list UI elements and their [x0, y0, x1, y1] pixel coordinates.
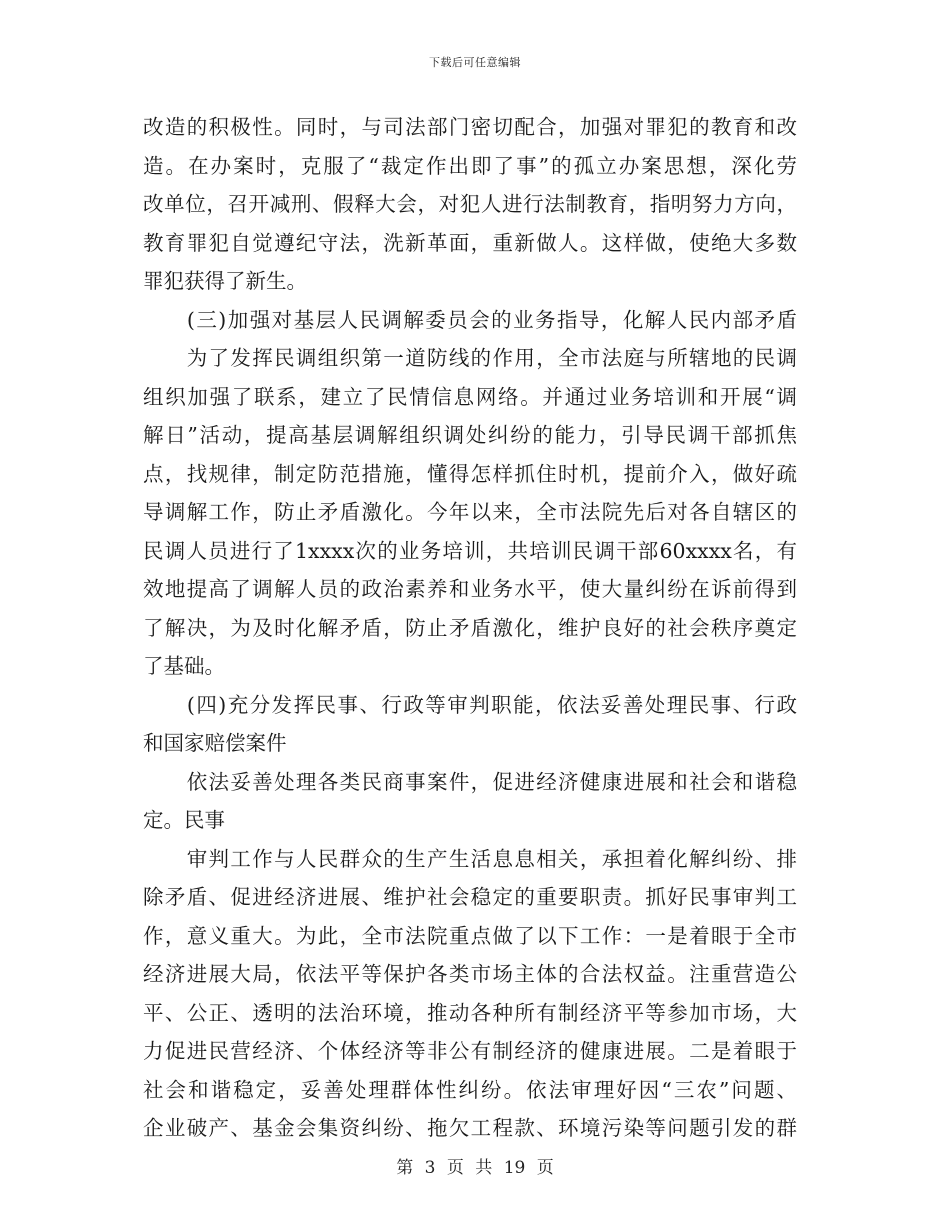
text-line: 组织加强了联系，建立了民情信息网络。并通过业务培训和开展“调 [143, 384, 797, 409]
text-line: 企业破产、基金会集资纠纷、拖欠工程款、环境污染等问题引发的群 [143, 1116, 797, 1140]
text-line: 教育罪犯自觉遵纪守法，洗新革面，重新做人。这样做，使绝大多数 [143, 230, 797, 255]
text-line: 力促进民营经济、个体经济等非公有制经济的健康进展。二是着眼于 [143, 1039, 797, 1063]
text-line: 改造的积极性。同时，与司法部门密切配合，加强对罪犯的教育和改 [143, 115, 797, 139]
text-line: 造。在办案时，克服了“裁定作出即了事”的孤立办案思想，深化劳 [143, 153, 797, 178]
text-line: (三)加强对基层人民调解委员会的业务指导，化解人民内部矛盾 [143, 307, 797, 332]
text-line: 改单位，召开减刑、假释大会，对犯人进行法制教育，指明努力方向， [143, 192, 797, 216]
text-line: (四)充分发挥民事、行政等审判职能，依法妥善处理民事、行政 [143, 692, 797, 717]
text-line: 定。民事 [143, 808, 225, 832]
text-line: 罪犯获得了新生。 [143, 269, 307, 293]
text-line: 平、公正、透明的法治环境，推动各种所有制经济平等参加市场，大 [143, 1000, 797, 1025]
text-line: 导调解工作，防止矛盾激化。今年以来，全市法院先后对各自辖区的 [143, 500, 797, 524]
text-line: 了解决，为及时化解矛盾，防止矛盾激化，维护良好的社会秩序奠定 [143, 615, 797, 640]
text-line: 经济进展大局，依法平等保护各类市场主体的合法权益。注重营造公 [143, 962, 797, 986]
text-line: 解日”活动，提高基层调解组织调处纠纷的能力，引导民调干部抓焦 [143, 423, 797, 447]
page-header: 下载后可任意编辑 [429, 56, 521, 69]
text-line: 社会和谐稳定，妥善处理群体性纠纷。依法审理好因“三农”问题、 [143, 1077, 797, 1102]
text-line: 了基础。 [143, 654, 225, 678]
text-line: 和国家赔偿案件 [143, 731, 287, 755]
text-line: 民调人员进行了1xxxx次的业务培训，共培训民调干部60xxxx名，有 [143, 538, 797, 563]
page-footer: 第 3 页 共 19 页 [396, 1158, 554, 1178]
text-line: 依法妥善处理各类民商事案件，促进经济健康进展和社会和谐稳 [143, 769, 797, 794]
text-line: 为了发挥民调组织第一道防线的作用，全市法庭与所辖地的民调 [143, 346, 797, 370]
text-line: 除矛盾、促进经济进展、维护社会稳定的重要职责。抓好民事审判工 [143, 885, 797, 909]
text-line: 效地提高了调解人员的政治素养和业务水平，使大量纠纷在诉前得到 [143, 577, 797, 601]
text-line: 审判工作与人民群众的生产生活息息相关，承担着化解纠纷、排 [143, 846, 797, 871]
text-line: 作，意义重大。为此，全市法院重点做了以下工作：一是着眼于全市 [143, 923, 797, 948]
body-text [143, 108, 797, 1148]
text-line: 点，找规律，制定防范措施，懂得怎样抓住时机，提前介入，做好疏 [143, 461, 797, 486]
